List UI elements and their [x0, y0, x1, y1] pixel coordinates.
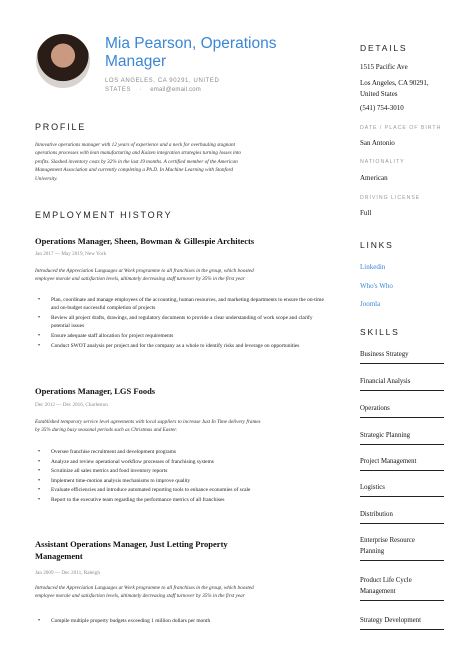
nationality-value: American — [360, 174, 388, 182]
job-meta: Jan 2017 — May 2019, New York — [35, 251, 107, 257]
skill-item — [360, 575, 444, 601]
skill-item: Strategy Development — [360, 615, 444, 630]
email: email@email.com — [150, 87, 202, 93]
address-city: Los Angeles, CA 90291, — [360, 79, 429, 87]
details-heading: DETAILS — [360, 43, 408, 53]
job-description — [35, 584, 335, 601]
profile-line: Innovative operations manager with 12 years of experience and a neck for overhauling stagnant — [35, 142, 236, 148]
job-title-line: Management — [35, 551, 83, 561]
bullet-item: • Oversee franchise recruitment and development programs — [35, 448, 325, 456]
job-meta: Dec 2012 — Dec 2016, Charleston — [35, 402, 108, 408]
desc-line: Introduced the Appreciation Languages at Work programme to all franchises in the group, which boosted — [35, 268, 254, 274]
profile-line: profits. Slashed inventory costs by 32% in the last 19 months. A certified member of the American — [35, 158, 238, 165]
skill-line: Product Life Cycle — [360, 577, 412, 584]
desc-line: Established temporary service level agreements with local suppliers to increase Just In Time delivery frames — [35, 419, 261, 425]
skill-line: Planning — [360, 548, 385, 555]
bullet-item: • Ensure adequate staff allocation for project requirements — [35, 332, 325, 340]
address-line-2: STATES — [105, 87, 132, 93]
job-title: Operations Manager, Sheen, Bowman & Gillespie Architects — [35, 236, 255, 246]
bullet-item: • Conduct SWOT analysis per project and for the company as a whole to identify risks and leverage on opportunities — [35, 342, 325, 350]
desc-line: by 35% during busy seasonal periods such as Christmas and Easter. — [35, 427, 177, 434]
job-description — [35, 418, 335, 435]
dob-label: DATE / PLACE OF BIRTH — [360, 125, 442, 131]
nationality-label: NATIONALITY — [360, 159, 405, 165]
profile-line: Management Association and currently completing a Ph.D. In Machine Learning with Stanford — [35, 167, 233, 174]
skill-item — [360, 535, 444, 561]
links-heading: LINKS — [360, 240, 394, 250]
license-value: Full — [360, 209, 372, 217]
name-line-2: Manager — [105, 53, 167, 70]
skill-item: Financial Analysis — [360, 376, 444, 391]
profile-heading: PROFILE — [35, 122, 87, 132]
profile-summary — [35, 141, 335, 183]
skill-line: Management — [360, 588, 396, 595]
skill-item: Logistics — [360, 482, 444, 497]
license-label: DRIVING LICENSE — [360, 195, 421, 201]
address-street: 1515 Pacific Ave — [360, 63, 408, 71]
job-description — [35, 267, 335, 284]
job-title — [35, 538, 335, 562]
skills-heading: SKILLS — [360, 327, 400, 337]
skill-item: Distribution — [360, 509, 444, 524]
separator-dot: · — [139, 87, 142, 93]
job-bullets — [35, 617, 325, 627]
bullet-item: • Implement time-motion analysis mechanisms to improve quality — [35, 477, 325, 485]
job-bullets — [35, 448, 325, 506]
bullet-item: • Evaluate efficiencies and introduce automated reporting tools to enhance economies of scale — [35, 486, 325, 494]
address-line-1: LOS ANGELES, CA 90291, UNITED — [105, 78, 220, 84]
job-meta: Jan 2009 — Dec 2011, Raleigh — [35, 570, 100, 576]
skill-item: Operations — [360, 403, 444, 418]
skill-item: Business Strategy — [360, 349, 444, 364]
contact-info — [105, 77, 315, 95]
dob-value: San Antonio — [360, 139, 395, 147]
bullet-item: • Scrutinize all sales metrics and food inventory reports — [35, 467, 325, 475]
desc-line: employee morale and satisfaction levels, ultimately decreasing staff turnover by 35% in the first year — [35, 593, 245, 600]
employment-heading: EMPLOYMENT HISTORY — [35, 210, 173, 220]
link-joomla[interactable]: Joomla — [360, 300, 381, 308]
skill-item: Project Management — [360, 456, 444, 471]
bullet-item: • Analyze and review operational workflow processes of franchising systems — [35, 458, 325, 466]
bullet-item: • Plan, coordinate and manage employees of the accounting, human resources, and marketing departments to ensure the on-time and on-budget successful completion of projects — [35, 296, 325, 313]
profile-photo — [36, 34, 90, 88]
job-title-line: Assistant Operations Manager, Just Letting Property — [35, 539, 228, 549]
desc-line: Introduced the Appreciation Languages at Work programme to all franchises in the group, which boosted — [35, 585, 254, 591]
phone: (541) 754-3010 — [360, 104, 404, 112]
candidate-name — [105, 35, 315, 71]
job-title: Operations Manager, LGS Foods — [35, 386, 156, 396]
bullet-item: • Compile multiple property budgets exceeding 1 million dollars per month — [35, 617, 325, 625]
address-country: United States — [360, 90, 398, 98]
profile-line: University. — [35, 175, 58, 182]
link-whos-who[interactable]: Who's Who — [360, 282, 393, 290]
skill-line: Enterprise Resource — [360, 537, 415, 544]
job-bullets — [35, 296, 325, 351]
bullet-item: • Report to the executive team regarding the performance metrics of all franchises — [35, 496, 325, 504]
profile-line: operations processes with lean manufacturing and Kaizen integration strategies turning losses into — [35, 150, 242, 157]
desc-line: employee morale and satisfaction levels, ultimately decreasing staff turnover by 35% in the first year — [35, 276, 245, 283]
name-line-1: Mia Pearson, Operations — [105, 35, 277, 52]
skill-item: Strategic Planning — [360, 430, 444, 445]
link-linkedin[interactable]: Linkedin — [360, 263, 386, 271]
bullet-item: • Review all project drafts, drawings, and regulatory documents to provide a clear understanding of work scope and clarify potential issues — [35, 314, 325, 331]
